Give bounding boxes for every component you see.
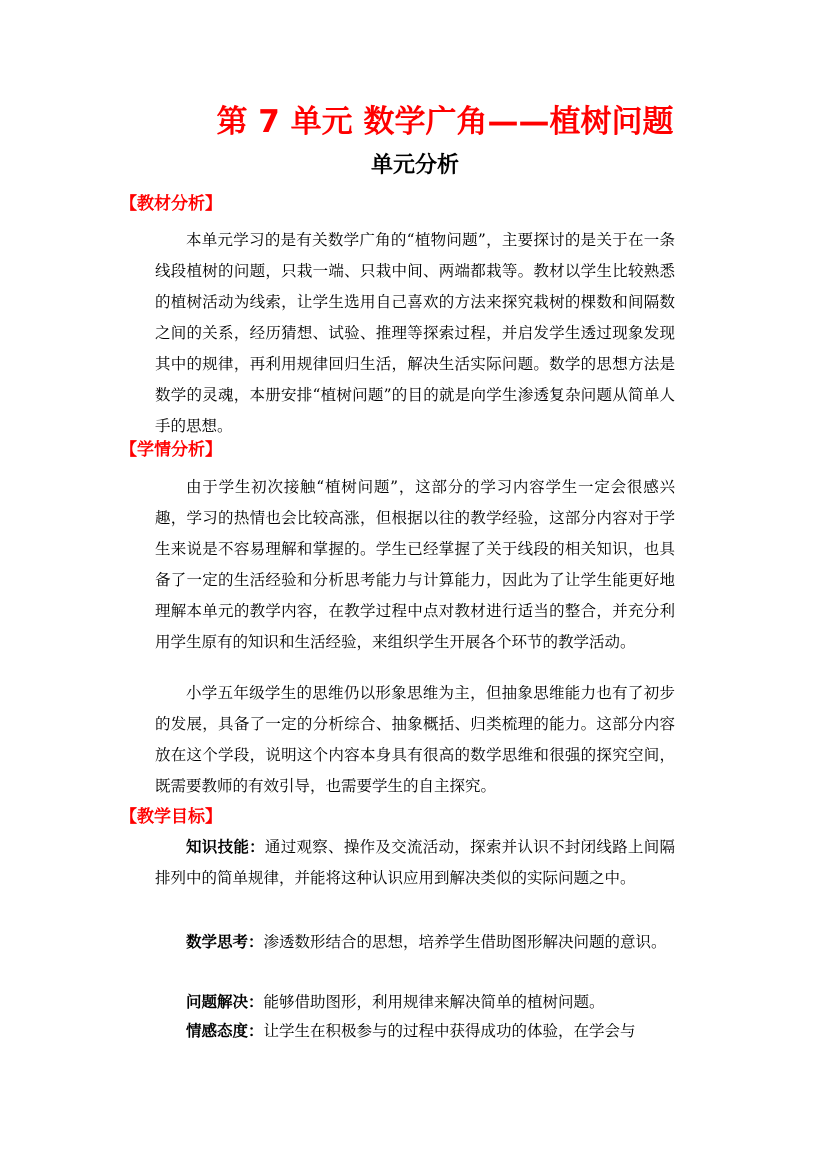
student-analysis-paragraph-2: 小学五年级学生的思维仍以形象思维为主，但抽象思维能力也有了初步的发展，具备了一定的分析综合、抽象概括、归类梳理的能力。这部分内容放在这个学段，说明这个内容本身具有很高的数学思维和很强的探究空间，既需要教师的有效引导，也需要学生的自主探究。	[155, 684, 675, 795]
objective-math-thinking	[155, 927, 675, 958]
section-heading-teaching-goals: 【教学目标】	[120, 807, 222, 827]
objective-problem-solving	[155, 987, 675, 1018]
objective-term: 问题解决：	[186, 993, 264, 1011]
objective-text: 通过观察、操作及交流活动，探索并认识不封闭线路上间隔排列中的简单规律，并能将这种认识应用到解决类似的实际问题之中。	[155, 838, 675, 887]
objective-term: 数学思考：	[186, 933, 264, 951]
student-analysis-paragraph-1: 由于学生初次接触“植树问题”，这部分的学习内容学生一定会很感兴趣，学习的热情也会比较高涨，但根据以往的教学经验，这部分内容对于学生来说是不容易理解和掌握的。学生已经掌握了关于线段的相关知识，也具备了一定的生活经验和分析思考能力与计算能力，因此为了让学生能更好地理解本单元的教学内容，在教学过程中点对教材进行适当的整合，并充分利用学生原有的知识和生活经验，来组织学生开展各个环节的教学活动。	[155, 478, 675, 651]
section-heading-textbook-analysis: 【教材分析】	[120, 194, 222, 214]
objective-knowledge-skills	[155, 832, 675, 894]
objective-term: 情感态度：	[186, 1022, 264, 1040]
textbook-analysis-paragraph: 本单元学习的是有关数学广角的“植物问题”，主要探讨的是关于在一条线段植树的问题，只栽一端、只栽中间、两端都栽等。教材以学生比较熟悉的植树活动为线索，让学生选用自己喜欢的方法来探究栽树的棵数和间隔数之间的关系，经历猜想、试验、推理等探索过程，并启发学生透过现象发现其中的规律，再利用规律回归生活，解决生活实际问题。数学的思想方法是数学的灵魂，本册安排“植树问题”的目的就是向学生渗透复杂问题从简单人手的思想。	[155, 231, 675, 435]
objective-text: 渗透数形结合的思想，培养学生借助图形解决问题的意识。	[263, 933, 667, 951]
unit-title: 第 7 单元 数学广角——植树问题	[216, 104, 674, 140]
objective-text: 让学生在积极参与的过程中获得成功的体验，在学会与	[263, 1022, 636, 1040]
objective-emotional-attitude	[155, 1016, 675, 1047]
unit-subtitle: 单元分析	[370, 153, 459, 178]
section-heading-student-analysis: 【学情分析】	[120, 440, 222, 460]
objective-term: 知识技能：	[186, 838, 265, 856]
objective-text: 能够借助图形，利用规律来解决简单的植树问题。	[263, 993, 605, 1011]
